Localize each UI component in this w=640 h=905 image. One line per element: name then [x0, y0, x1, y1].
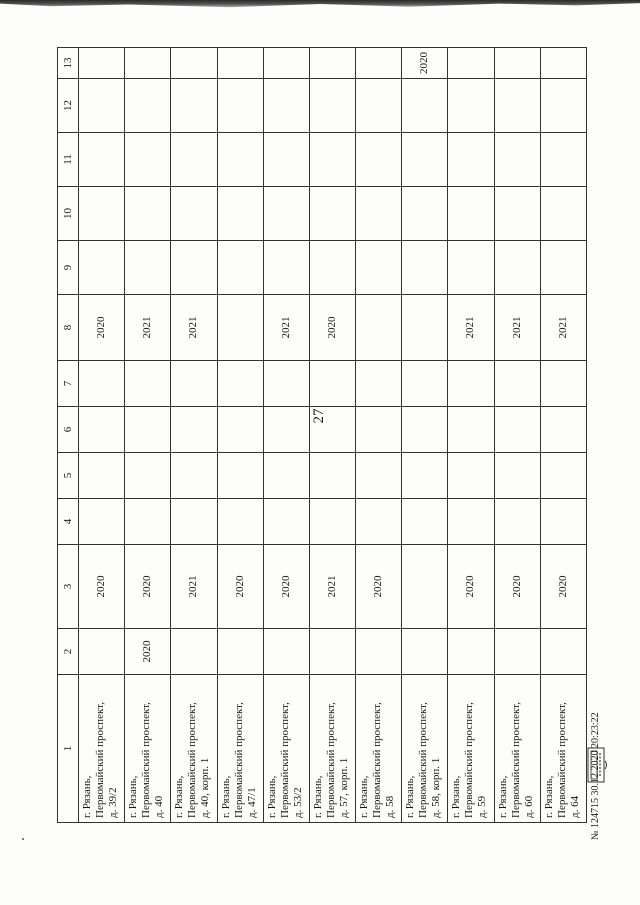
year-cell-col-10 [125, 187, 171, 241]
address-line: д. 39/2 [107, 787, 119, 818]
year-cell-col-3: 2020 [540, 545, 586, 629]
year-cell-col-6 [79, 407, 125, 453]
year-cell-col-8: 2021 [125, 295, 171, 361]
address-line: Первомайский проспект, [140, 702, 153, 818]
year-cell-col-12 [309, 79, 355, 133]
address-line: г. Рязань, [127, 775, 140, 818]
year-cell-col-8: 2021 [263, 295, 309, 361]
address-line: д. 47/1 [245, 787, 258, 818]
address-line: Первомайский проспект, [232, 702, 245, 818]
address-cell [217, 675, 263, 823]
address-line: г. Рязань, [311, 775, 324, 818]
year-cell-col-11 [217, 133, 263, 187]
address-line: г. Рязань, [450, 775, 463, 818]
year-cell-col-3: 2020 [356, 545, 402, 629]
year-cell-col-9 [309, 241, 355, 295]
address-line: д. 58 [384, 795, 397, 818]
address-line: д. 40 [153, 795, 166, 818]
year-cell-col-11 [263, 133, 309, 187]
year-cell-col-13 [448, 48, 494, 79]
year-cell-col-11 [540, 133, 586, 187]
year-cell-col-9 [263, 241, 309, 295]
year-cell-col-12 [448, 79, 494, 133]
year-cell-col-6 [448, 407, 494, 453]
year-cell-col-7 [171, 361, 217, 407]
year-cell-col-9 [125, 241, 171, 295]
year-cell-col-3: 2020 [217, 545, 263, 629]
year-cell-col-7 [217, 361, 263, 407]
year-cell-col-11 [356, 133, 402, 187]
year-cell-col-10 [448, 187, 494, 241]
year-cell-col-4 [494, 499, 540, 545]
year-cell-col-10 [263, 187, 309, 241]
year-cell-col-10 [309, 187, 355, 241]
year-cell-col-2 [448, 629, 494, 675]
year-cell-col-3: 2020 [494, 545, 540, 629]
col-header-9: 9 [58, 241, 79, 295]
register-table [57, 47, 587, 823]
year-cell-col-8: 2021 [494, 295, 540, 361]
address-line: г. Рязань, [404, 775, 417, 818]
year-cell-col-13 [540, 48, 586, 79]
year-cell-col-7 [540, 361, 586, 407]
year-cell-col-6 [402, 407, 448, 453]
year-cell-col-11 [171, 133, 217, 187]
year-cell-col-2: 2020 [125, 629, 171, 675]
year-cell-col-4 [217, 499, 263, 545]
year-cell-col-13 [217, 48, 263, 79]
table-row [217, 48, 263, 823]
table-row [540, 48, 586, 823]
year-cell-col-5 [402, 453, 448, 499]
address-line: Первомайский проспект, [186, 702, 199, 818]
year-cell-col-13 [171, 48, 217, 79]
year-cell-col-3: 2020 [125, 545, 171, 629]
col-header-12: 12 [58, 79, 79, 133]
year-cell-col-8: 2020 [309, 295, 355, 361]
address-line: д. 57, корп. 1 [337, 757, 350, 818]
col-header-11: 11 [58, 133, 79, 187]
year-cell-col-12 [494, 79, 540, 133]
address-line: Первомайский проспект, [509, 702, 522, 818]
col-header-1: 1 [58, 675, 79, 823]
year-cell-col-6 [217, 407, 263, 453]
year-cell-col-12 [540, 79, 586, 133]
rotated-table-container [57, 48, 587, 823]
year-cell-col-9 [402, 241, 448, 295]
year-cell-col-8 [356, 295, 402, 361]
table-row [448, 48, 494, 823]
year-cell-col-4 [356, 499, 402, 545]
year-cell-col-2 [402, 629, 448, 675]
year-cell-col-7 [402, 361, 448, 407]
col-header-13: 13 [58, 48, 79, 79]
address-line: г. Рязань, [542, 775, 555, 818]
address-cell [79, 675, 125, 823]
year-cell-col-4 [125, 499, 171, 545]
year-cell-col-12 [263, 79, 309, 133]
year-cell-col-8 [217, 295, 263, 361]
year-cell-col-9 [448, 241, 494, 295]
year-cell-col-2 [309, 629, 355, 675]
year-cell-col-2 [171, 629, 217, 675]
year-cell-col-3: 2020 [448, 545, 494, 629]
year-cell-col-6 [494, 407, 540, 453]
address-cell [309, 675, 355, 823]
year-cell-col-5 [263, 453, 309, 499]
address-cell [171, 675, 217, 823]
year-cell-col-5 [540, 453, 586, 499]
address-line: д. 64 [568, 795, 581, 818]
year-cell-col-9 [79, 241, 125, 295]
address-line: Первомайский проспект, [417, 702, 430, 818]
address-line: д. 53/2 [291, 787, 304, 818]
address-cell [356, 675, 402, 823]
address-line: д. 59 [476, 795, 489, 818]
scan-speck [22, 838, 24, 840]
address-line: г. Рязань, [81, 775, 93, 818]
year-cell-col-3: 2020 [263, 545, 309, 629]
address-line: Первомайский проспект, [555, 702, 568, 818]
table-row [494, 48, 540, 823]
register-table-area [57, 48, 587, 823]
year-cell-col-12 [356, 79, 402, 133]
address-line: д. 40, корп. 1 [199, 757, 212, 818]
address-cell [448, 675, 494, 823]
year-cell-col-2 [263, 629, 309, 675]
year-cell-col-11 [309, 133, 355, 187]
year-cell-col-8: 2021 [540, 295, 586, 361]
year-cell-col-6 [356, 407, 402, 453]
year-cell-col-7 [448, 361, 494, 407]
year-cell-col-9 [171, 241, 217, 295]
year-cell-col-8: 2020 [79, 295, 125, 361]
year-cell-col-6 [125, 407, 171, 453]
year-cell-col-12 [171, 79, 217, 133]
year-cell-col-13 [125, 48, 171, 79]
year-cell-col-5 [217, 453, 263, 499]
year-cell-col-7 [263, 361, 309, 407]
year-cell-col-7 [79, 361, 125, 407]
year-cell-col-7 [494, 361, 540, 407]
address-line: г. Рязань, [219, 775, 232, 818]
table-row [402, 48, 448, 823]
year-cell-col-10 [402, 187, 448, 241]
year-cell-col-7 [125, 361, 171, 407]
address-cell [494, 675, 540, 823]
year-cell-col-10 [494, 187, 540, 241]
year-cell-col-4 [448, 499, 494, 545]
year-cell-col-3: 2021 [171, 545, 217, 629]
year-cell-col-4 [402, 499, 448, 545]
table-row [309, 48, 355, 823]
address-cell [540, 675, 586, 823]
table-row [356, 48, 402, 823]
col-header-8: 8 [58, 295, 79, 361]
year-cell-col-4 [309, 499, 355, 545]
year-cell-col-13 [263, 48, 309, 79]
year-cell-col-13: 2020 [402, 48, 448, 79]
address-line: г. Рязань, [496, 775, 509, 818]
year-cell-col-11 [448, 133, 494, 187]
year-cell-col-13 [356, 48, 402, 79]
table-row [171, 48, 217, 823]
year-cell-col-5 [494, 453, 540, 499]
address-cell [125, 675, 171, 823]
table-row [125, 48, 171, 823]
year-cell-col-11 [402, 133, 448, 187]
year-cell-col-12 [79, 79, 125, 133]
year-cell-col-7 [356, 361, 402, 407]
col-header-5: 5 [58, 453, 79, 499]
table-row [263, 48, 309, 823]
address-line: г. Рязань, [173, 775, 186, 818]
year-cell-col-4 [79, 499, 125, 545]
address-line: Первомайский проспект, [94, 702, 106, 818]
column-number-row [58, 48, 79, 823]
year-cell-col-5 [448, 453, 494, 499]
year-cell-col-4 [171, 499, 217, 545]
year-cell-col-10 [171, 187, 217, 241]
year-cell-col-2 [494, 629, 540, 675]
year-cell-col-6 [309, 407, 355, 453]
year-cell-col-10 [217, 187, 263, 241]
year-cell-col-5 [125, 453, 171, 499]
year-cell-col-12 [217, 79, 263, 133]
year-cell-col-10 [356, 187, 402, 241]
year-cell-col-8: 2021 [171, 295, 217, 361]
address-line: г. Рязань, [265, 775, 278, 818]
address-cell [402, 675, 448, 823]
year-cell-col-2 [540, 629, 586, 675]
year-cell-col-13 [494, 48, 540, 79]
year-cell-col-10 [79, 187, 125, 241]
year-cell-col-11 [494, 133, 540, 187]
address-line: Первомайский проспект, [278, 702, 291, 818]
year-cell-col-8 [402, 295, 448, 361]
year-cell-col-13 [79, 48, 125, 79]
year-cell-col-6 [171, 407, 217, 453]
page-number: 27 [311, 408, 327, 424]
year-cell-col-3 [402, 545, 448, 629]
address-line: Первомайский проспект, [463, 702, 476, 818]
address-line: г. Рязань, [358, 775, 371, 818]
year-cell-col-3: 2020 [79, 545, 125, 629]
address-cell [263, 675, 309, 823]
year-cell-col-4 [540, 499, 586, 545]
year-cell-col-5 [171, 453, 217, 499]
table-row [79, 48, 125, 823]
year-cell-col-6 [263, 407, 309, 453]
year-cell-col-9 [217, 241, 263, 295]
year-cell-col-11 [79, 133, 125, 187]
scan-edge-artifact [0, 0, 640, 9]
year-cell-col-11 [125, 133, 171, 187]
document-id-timestamp: № 124715 30.12.2020 20:23:22 [590, 712, 601, 840]
year-cell-col-6 [540, 407, 586, 453]
year-cell-col-12 [402, 79, 448, 133]
address-line: Первомайский проспект, [324, 702, 337, 818]
col-header-2: 2 [58, 629, 79, 675]
year-cell-col-4 [263, 499, 309, 545]
year-cell-col-2 [356, 629, 402, 675]
year-cell-col-10 [540, 187, 586, 241]
year-cell-col-2 [79, 629, 125, 675]
year-cell-col-3: 2021 [309, 545, 355, 629]
year-cell-col-5 [356, 453, 402, 499]
year-cell-col-9 [494, 241, 540, 295]
year-cell-col-8: 2021 [448, 295, 494, 361]
address-line: д. 58, корп. 1 [430, 757, 443, 818]
address-line: д. 60 [522, 795, 535, 818]
col-header-7: 7 [58, 361, 79, 407]
year-cell-col-5 [309, 453, 355, 499]
col-header-3: 3 [58, 545, 79, 629]
year-cell-col-5 [79, 453, 125, 499]
col-header-4: 4 [58, 499, 79, 545]
register-rows [79, 48, 587, 823]
address-line: Первомайский проспект, [371, 702, 384, 818]
year-cell-col-2 [217, 629, 263, 675]
year-cell-col-9 [540, 241, 586, 295]
year-cell-col-7 [309, 361, 355, 407]
year-cell-col-12 [125, 79, 171, 133]
col-header-10: 10 [58, 187, 79, 241]
col-header-6: 6 [58, 407, 79, 453]
year-cell-col-13 [309, 48, 355, 79]
year-cell-col-9 [356, 241, 402, 295]
